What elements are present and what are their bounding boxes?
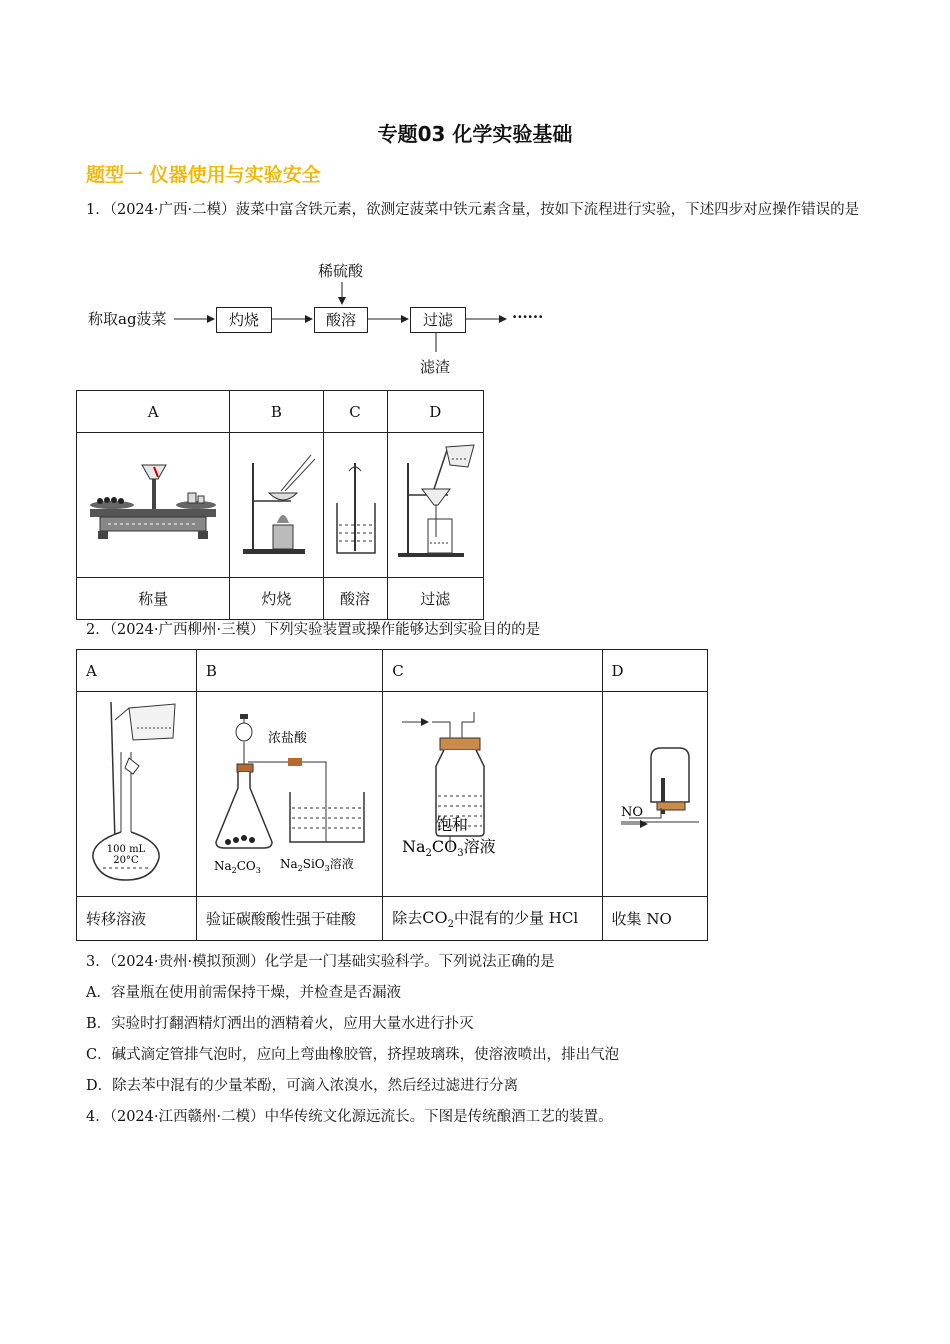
saturated-label: 饱和 xyxy=(436,815,469,834)
flask-temp-label: 20°C xyxy=(113,855,140,866)
q1-figure-a xyxy=(77,433,230,578)
q1-caption-b: 灼烧 xyxy=(230,578,323,620)
q1-header-a: A xyxy=(77,391,230,433)
q1-caption-a: 称量 xyxy=(77,578,230,620)
gas-washing-bottle xyxy=(388,692,596,892)
flow-step-dissolve: 酸溶 xyxy=(314,307,368,333)
q3-option-a: A．容量瓶在使用前需保持干燥，并检查是否漏液 xyxy=(86,985,401,1001)
q2-header-d: D xyxy=(602,650,707,692)
question-4-text: 4．（2024·江西赣州·二模）中华传统文化源远流长。下图是传统酿酒工艺的装置。 xyxy=(86,1109,613,1125)
flow-start: 称取ag菠菜 xyxy=(88,310,167,328)
hcl-label: 浓盐酸 xyxy=(267,731,307,746)
gas-collection-image xyxy=(607,692,703,892)
burning-image xyxy=(231,433,321,573)
q1-header-b: B xyxy=(230,391,323,433)
q3-option-c: C．碱式滴定管排气泡时，应向上弯曲橡胶管，挤捏玻璃珠，使溶液喷出，排出气泡 xyxy=(86,1047,620,1063)
q1-caption-c: 酸溶 xyxy=(323,578,387,620)
q2-caption-c-prefix: 除去 xyxy=(392,908,423,927)
na2co3-label: $Na_2CO_3$ xyxy=(213,859,261,875)
q1-header-c: C xyxy=(323,391,387,433)
q2-caption-c xyxy=(383,897,602,941)
flow-acid-label: 稀硫酸 xyxy=(318,262,364,280)
flow-step-burn: 灼烧 xyxy=(216,307,272,333)
nahco3-label: $Na_2CO_3$溶液 xyxy=(402,837,497,859)
volumetric-flask-image xyxy=(77,692,195,892)
q2-header-a: A xyxy=(77,650,197,692)
q1-header-d: D xyxy=(387,391,484,433)
q2-caption-b: 验证碳酸酸性强于硅酸 xyxy=(196,897,382,941)
q1-caption-d: 过滤 xyxy=(387,578,484,620)
q2-figure-b xyxy=(196,692,382,897)
q2-header-b: B xyxy=(196,650,382,692)
no-label: NO xyxy=(620,805,643,820)
question-2-table xyxy=(76,649,708,941)
question-1-text: 1．（2024·广西·二模）菠菜中富含铁元素，欲测定菠菜中铁元素含量，按如下流程进行实验，下述四步对应操作错误的是 xyxy=(86,202,860,218)
question-1-table xyxy=(76,390,484,620)
q2-header-c: C xyxy=(383,650,602,692)
q2-figure-a xyxy=(77,692,197,897)
co2-formula: $CO_2$ xyxy=(422,907,455,931)
flow-dots: ······ xyxy=(512,308,544,326)
question-3-text: 3．（2024·贵州·模拟预测）化学是一门基础实验科学。下列说法正确的是 xyxy=(86,954,555,970)
flow-diagram xyxy=(86,256,556,380)
flow-residue-label: 滤渣 xyxy=(420,358,451,376)
q3-option-d: D．除去苯中混有的少量苯酚，可滴入浓溴水，然后经过滤进行分离 xyxy=(86,1078,519,1094)
section-title: 题型一 仪器使用与实验安全 xyxy=(86,164,321,186)
q1-figure-d xyxy=(387,433,484,578)
dissolve-image xyxy=(325,433,385,573)
carbonic-silicic-apparatus xyxy=(202,692,378,892)
q2-caption-d: 收集 NO xyxy=(602,897,707,941)
filtration-image xyxy=(388,433,482,573)
q2-figure-c xyxy=(383,692,602,897)
flask-volume-label: 100 mL xyxy=(107,844,146,855)
q2-figure-d xyxy=(602,692,707,897)
page-title: 专题03 化学实验基础 xyxy=(377,122,573,146)
q1-figure-c xyxy=(323,433,387,578)
q1-figure-b xyxy=(230,433,323,578)
balance-image xyxy=(78,433,228,573)
question-2-text: 2．（2024·广西柳州·三模）下列实验装置或操作能够达到实验目的的是 xyxy=(86,622,541,638)
q3-option-b: B．实验时打翻酒精灯洒出的酒精着火，应用大量水进行扑灭 xyxy=(86,1016,474,1032)
q2-caption-a: 转移溶液 xyxy=(77,897,197,941)
q2-caption-c-suffix: 中混有的少量 HCl xyxy=(454,908,579,927)
flow-step-filter: 过滤 xyxy=(410,307,466,333)
na2sio3-label: $Na_2SiO_3$溶液 xyxy=(279,857,354,873)
